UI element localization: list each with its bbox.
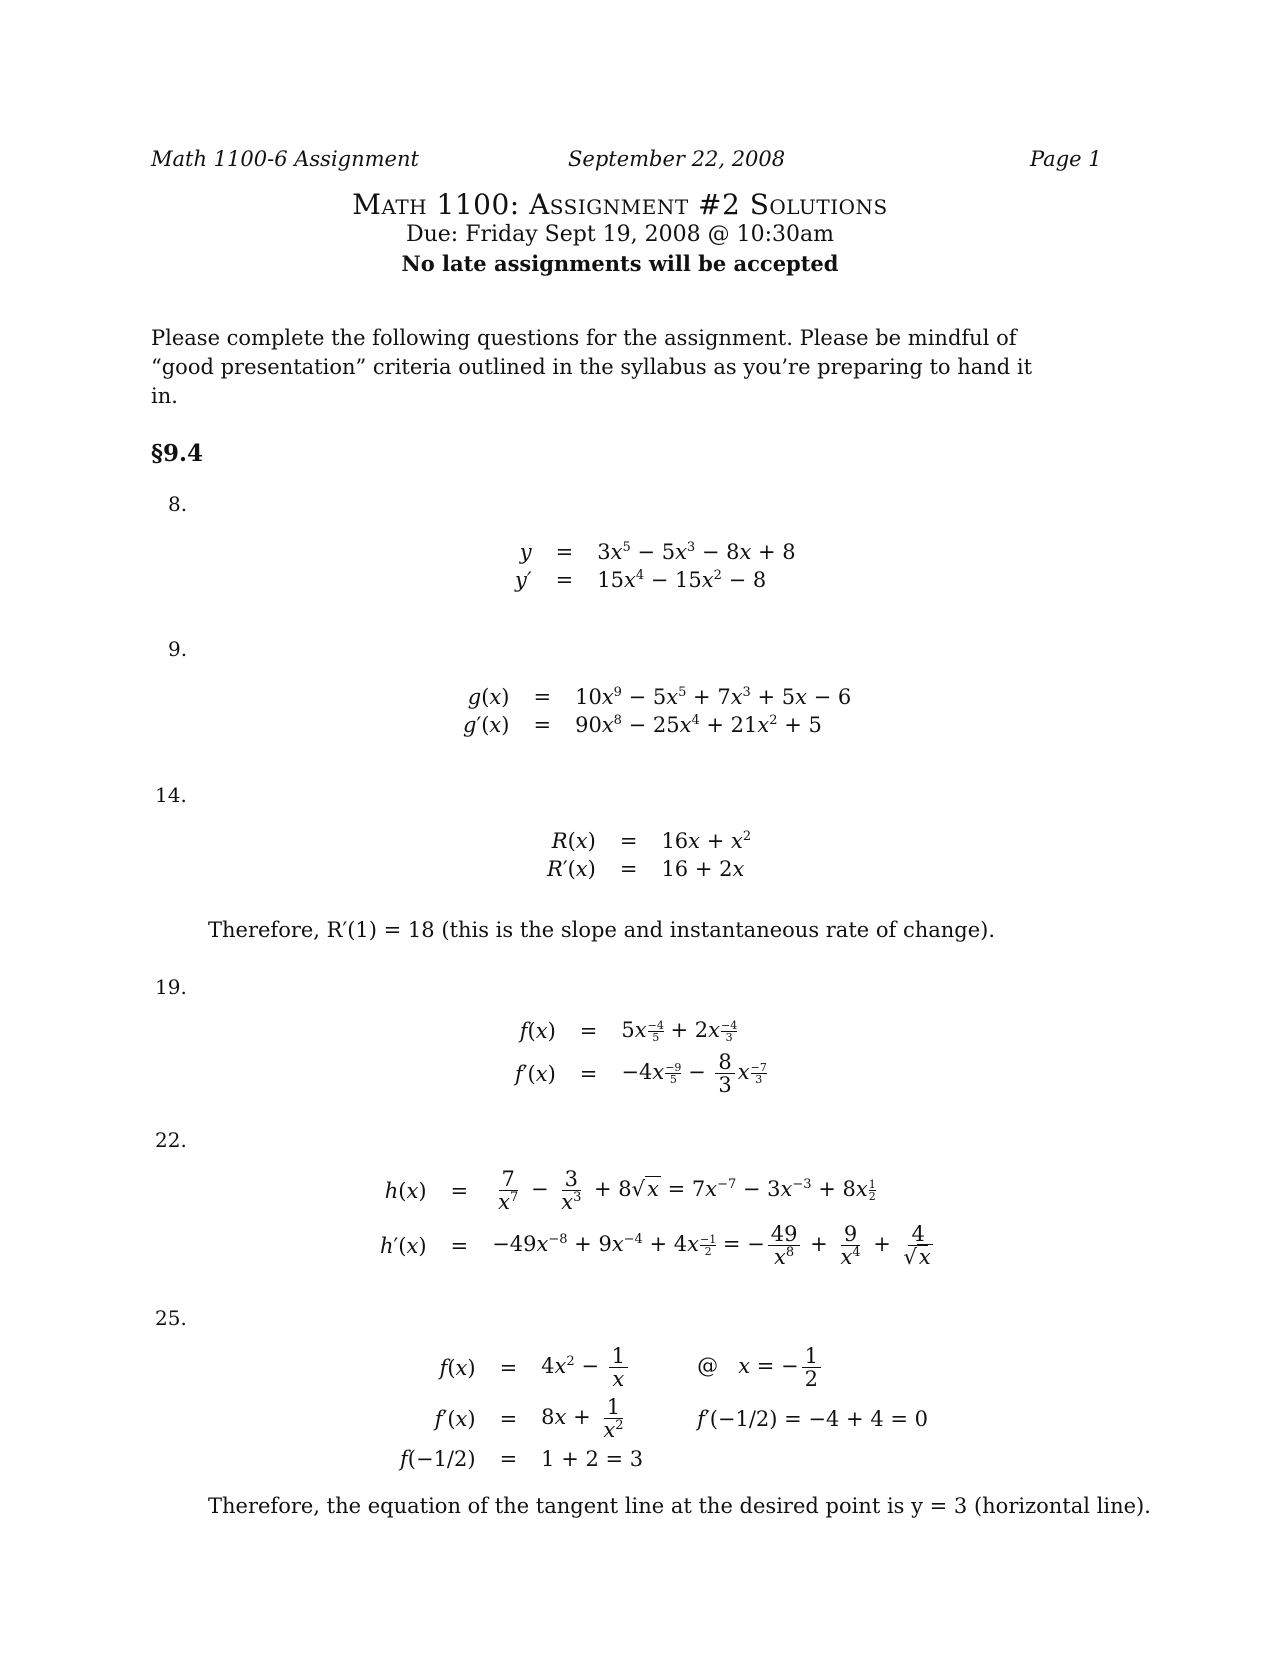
question-number-22: 22.	[155, 1128, 187, 1152]
equation-q22: h(x) = $\frac{7}{x^7}$ − $\frac{3}{x^3}$ + $8√x = 7x^{-7} - 3x^{-3} + 8x$ $\frac{1}{2}$ h′(x) = $-49x^{-8} + 9x^{-4} + 4x$ $\frac{-1}{2}$ = − $\frac{49}{x^8}$ + $\frac{9}{x^4}$ + $\frac{4}{√x}$	[380, 1167, 931, 1270]
question-number-14: 14.	[155, 783, 187, 807]
equation-q25: f(x) = $4x^2$ − $\frac{1}{x}$ @ x = − $\frac{1}{2}$ f′(x) = 8x + $\frac{1}{x^2}$ f′(−1/2) = −4 + 4 = 0 f(−1/2) = 1 + 2 = 3	[400, 1344, 929, 1472]
question-number-8: 8.	[168, 492, 188, 516]
header-course: Math 1100-6 Assignment	[151, 147, 419, 171]
question-number-19: 19.	[155, 975, 187, 999]
header-page: Page 1	[1030, 147, 1102, 171]
question-number-9: 9.	[168, 637, 188, 661]
equation-q14: R(x) = $16x + x^2$ R′(x) = 16 + 2x	[547, 829, 752, 881]
due-date: Due: Friday Sept 19, 2008 @ 10:30am	[405, 222, 834, 247]
equation-q19: f(x) = 5x $\frac{-4}{5}$ + 2x $\frac{-4}{3}$ f′(x) = −4x $\frac{-9}{5}$ − $\frac{8}{3}$ x $\frac{-7}{3}$	[515, 1018, 767, 1098]
late-notice: No late assignments will be accepted	[401, 251, 839, 276]
equation-q8: y = $3x^5 - 5x^3 - 8x + 8$ y′ = $15x^4 - 15x^2 - 8$	[515, 540, 796, 592]
header-date: September 22, 2008	[568, 147, 786, 171]
equation-q9: g(x) = $10x^9 - 5x^5 + 7x^3 + 5x - 6$ g′(x) = $90x^8 - 25x^4 + 21x^2 + 5$	[463, 685, 852, 737]
section-heading: §9.4	[151, 440, 204, 467]
intro-paragraph: Please complete the following questions for the assignment. Please be mindful of “good presentation” criteria outlined in the syllabus as you’re preparing to hand it in.	[151, 326, 1033, 408]
question-number-25: 25.	[155, 1306, 187, 1330]
q14-conclusion: Therefore, R′(1) = 18 (this is the slope and instantaneous rate of change).	[208, 918, 996, 942]
q25-conclusion: Therefore, the equation of the tangent line at the desired point is y = 3 (horizontal line).	[208, 1494, 1151, 1518]
page-title: Math 1100: Assignment #2 Solutions	[352, 188, 888, 221]
